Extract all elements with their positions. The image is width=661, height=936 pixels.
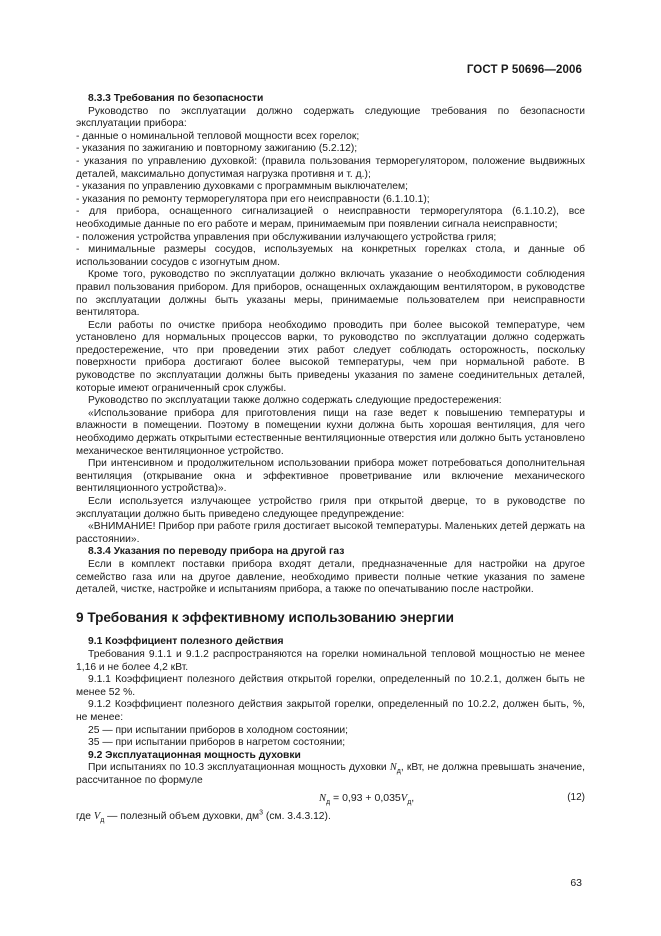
section-9-title: 9 Требования к эффективному использованию энергии bbox=[76, 609, 454, 625]
list-item: - данные о номинальной тепловой мощности всех горелок; bbox=[76, 130, 360, 142]
list-item: - минимальные размеры сосудов, используемых на конкретных горелках стола, и данные об использовании сосудов с изогнутым дном. bbox=[76, 244, 585, 268]
paragraph bbox=[76, 811, 585, 824]
document-header: ГОСТ Р 50696—2006 bbox=[466, 64, 582, 76]
section-8-3-3-intro: Руководство по эксплуатации должно содержать следующие требования по безопасности эксплуатации прибора: bbox=[76, 105, 585, 130]
superscript: 3 bbox=[259, 810, 264, 818]
document-body bbox=[76, 93, 585, 824]
symbol-v: V bbox=[400, 793, 408, 805]
formula-expression: = 0,93 + 0,035 bbox=[330, 792, 401, 805]
paragraph bbox=[76, 762, 585, 787]
paragraph: Руководство по эксплуатации также должно содержать следующие предостережения: bbox=[88, 395, 502, 407]
paragraph: 9.1.2 Коэффициент полезного действия закрытой горелки, определенный по 10.2.2, должен быть, %, не менее: bbox=[76, 699, 585, 723]
page-number: 63 bbox=[570, 877, 582, 889]
list-item: 35 — при испытании приборов в нагретом состоянии; bbox=[88, 737, 346, 749]
section-9-2-title: 9.2 Эксплуатационная мощность духовки bbox=[88, 749, 301, 761]
paragraph: При интенсивном и продолжительном использовании прибора может потребоваться дополнительная вентиляция (открывание окна и эффективное проветривание или включение механического вентиляционного устройства)». bbox=[76, 458, 585, 495]
text: — полезный объем духовки, дм bbox=[104, 811, 260, 823]
paragraph: Кроме того, руководство по эксплуатации должно включать указание о необходимости соблюдения правил пользования прибором. Для приборов, оснащенных охлаждающим вентилятором, в руководстве по эксплуатации должны быть указаны меры, принимаемые пользователем при неисправности вентилятора. bbox=[76, 269, 585, 319]
paragraph: «ВНИМАНИЕ! Прибор при работе гриля достигает высокой температуры. Маленьких детей держать на расстоянии». bbox=[76, 521, 585, 545]
symbol-n: N bbox=[389, 762, 397, 774]
subscript: д bbox=[396, 768, 401, 776]
list-item: - указания по управлению духовками с программным выключателем; bbox=[76, 181, 408, 193]
equation-number: (12) bbox=[567, 792, 585, 804]
symbol-v: V bbox=[93, 811, 101, 823]
paragraph: «Использование прибора для приготовления пищи на газе ведет к повышению температуры и влажности в помещении. Поэтому в помещении кухни должна быть хорошая вентиляция, для чего необходимо держать открытыми естественные вентиляционные отверстия или должно быть установлено механическое вентиляционное устройство. bbox=[76, 407, 585, 457]
list-item: 25 — при испытании приборов в холодном состоянии; bbox=[88, 724, 349, 736]
section-8-3-4-title: 8.3.4 Указания по переводу прибора на другой газ bbox=[88, 546, 345, 558]
paragraph: Если в комплект поставки прибора входят детали, предназначенные для настройки на другое семейство газа или на другое давление, необходимо привести полные четкие указания по замене деталей, чистке, настройке и испытаниям прибора, а также по опечатыванию после настройки. bbox=[76, 558, 585, 596]
text: , кВт, не должна превышать значение, рассчитанное по формуле bbox=[76, 762, 585, 786]
paragraph: Если работы по очистке прибора необходимо проводить при более высокой температуре, чем установлено для нормальных процессов варки, то руководство по эксплуатации должно содержать предостережение, что при проведении этих работ следует соблюдать осторожность, поскольку поверхности прибора достигают более высокой температуры, чем при нормальной работе. В руководстве по эксплуатации должны быть приведены указания по замене соединительных деталей, которые имеют ограниченный срок службы. bbox=[76, 319, 585, 394]
formula bbox=[319, 792, 414, 806]
subscript: д bbox=[100, 817, 105, 825]
paragraph: Требования 9.1.1 и 9.1.2 распространяются на горелки номинальной тепловой мощностью не менее 1,16 и не более 4,2 кВт. bbox=[76, 648, 585, 673]
paragraph: Если используется излучающее устройство гриля при открытой дверце, то в руководстве по эксплуатации должно быть приведено следующее предупреждение: bbox=[76, 496, 585, 520]
list-item: - положения устройства управления при обслуживании излучающего устройства гриля; bbox=[76, 231, 497, 243]
text: При испытаниях по 10.3 эксплуатационная мощность духовки bbox=[88, 762, 390, 774]
formula-row bbox=[76, 789, 585, 809]
list-item: - указания по зажиганию и повторному зажиганию (5.2.12); bbox=[76, 143, 358, 155]
section-8-3-3-title: 8.3.3 Требования по безопасности bbox=[88, 93, 264, 104]
list-item: - указания по ремонту терморегулятора при его неисправности (6.1.10.1); bbox=[76, 193, 430, 205]
section-9-1-title: 9.1 Коэффициент полезного действия bbox=[88, 636, 284, 648]
formula-end: , bbox=[411, 792, 415, 805]
paragraph: 9.1.1 Коэффициент полезного действия открытой горелки, определенный по 10.2.1, должен быть не менее 52 %. bbox=[76, 674, 585, 698]
text: где bbox=[76, 811, 94, 823]
symbol-n: N bbox=[319, 793, 327, 805]
list-item: - для прибора, оснащенного сигнализацией о неисправности терморегулятора (6.1.10.2), все необходимые данные по его работе и мерам, принимаемым при появлении сигнала неисправности; bbox=[76, 206, 585, 230]
text: (см. 3.4.3.12). bbox=[263, 811, 331, 823]
list-item: - указания по управлению духовкой: (правила пользования терморегулятором, положение выдвижных деталей, максимально допустимая нагрузка противня и т. д.); bbox=[76, 155, 585, 180]
subscript: д bbox=[326, 799, 331, 807]
subscript: д bbox=[407, 799, 412, 807]
